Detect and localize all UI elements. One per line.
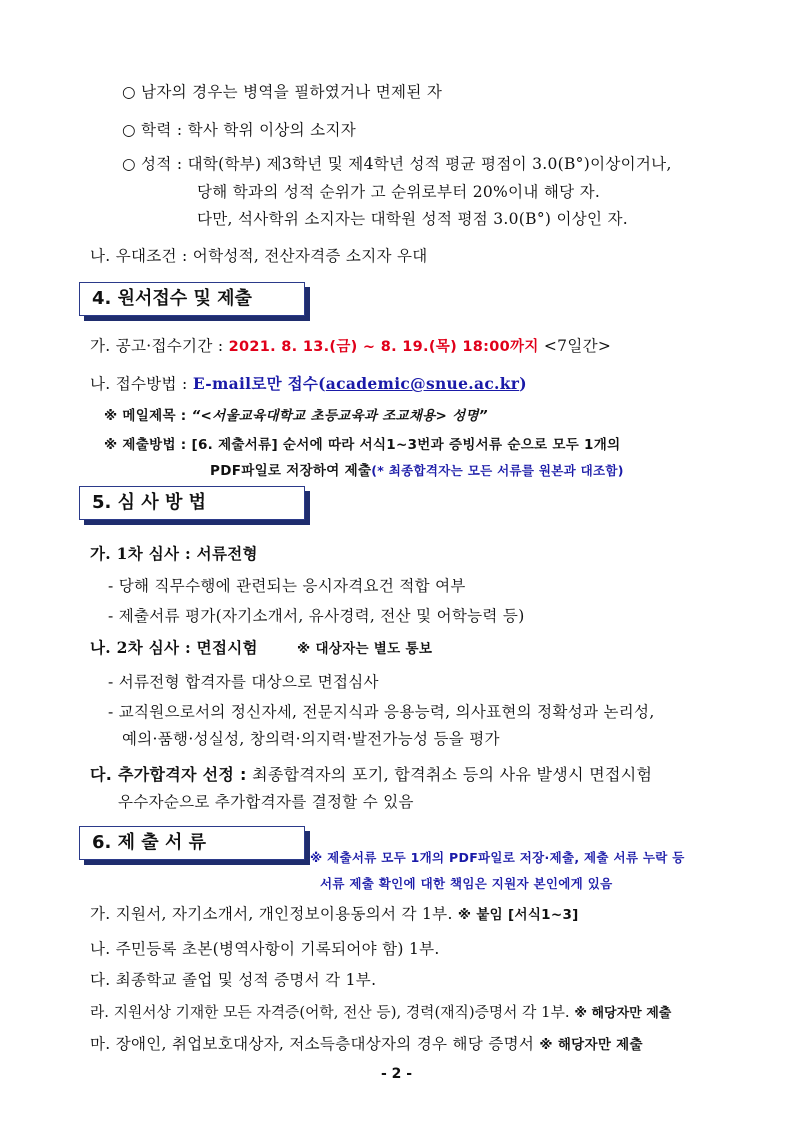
extra-pass-title: 다. 추가합격자 선정 :: [90, 765, 247, 784]
mail-subject-value: “<서울교육대학교 초등교육과 조교채용> 성명”: [191, 408, 488, 424]
document-5-note: ※ 해당자만 제출: [539, 1037, 643, 1053]
mail-subject-label: ※ 메일제목 :: [104, 408, 187, 424]
document-4-note: ※ 해당자만 제출: [574, 1006, 672, 1021]
section-6-title: 6. 제 출 서 류: [79, 826, 305, 860]
extra-pass-text-line2: 우수자순으로 추가합격자를 결정할 수 있음: [118, 793, 414, 811]
document-1-text: 가. 지원서, 자기소개서, 개인정보이용동의서 각 1부.: [90, 905, 453, 923]
document-3: 다. 최종학교 졸업 및 성적 증명서 각 1부.: [90, 971, 377, 989]
stage1-item-1: - 당해 직무수행에 관련되는 응시자격요건 적합 여부: [108, 577, 466, 595]
application-method-value: E-mail로만 접수(: [192, 374, 326, 393]
application-method-close: ): [519, 374, 527, 393]
section-6-note-line1: ※ 제출서류 모두 1개의 PDF파일로 저장·제출, 제출 서류 누락 등: [310, 850, 685, 865]
qualification-military: ○ 남자의 경우는 병역을 필하였거나 면제된 자: [122, 83, 443, 101]
document-2: 나. 주민등록 초본(병역사항이 기록되어야 함) 1부.: [90, 940, 440, 958]
application-method-label: 나. 접수방법 :: [90, 375, 188, 393]
extra-pass-line1: [90, 762, 652, 785]
stage1-item-2: - 제출서류 평가(자기소개서, 유사경력, 전산 및 어학능력 등): [108, 607, 525, 625]
application-period: [90, 334, 611, 356]
stage2-item-1: - 서류전형 합격자를 대상으로 면접심사: [108, 673, 379, 691]
document-1: [90, 902, 579, 924]
section-5-title: 5. 심 사 방 법: [79, 486, 305, 520]
application-period-note: <7일간>: [543, 337, 612, 355]
stage2-item-2-line2: 예의·품행·성실성, 창의력·의지력·발전가능성 등을 평가: [122, 730, 500, 748]
submit-method-line2: [210, 459, 624, 479]
stage1-title: 가. 1차 심사 : 서류전형: [90, 544, 258, 563]
page-number: - 2 -: [380, 1066, 413, 1082]
section-6-note-line2: 서류 제출 확인에 대한 책임은 지원자 본인에게 있음: [320, 876, 613, 891]
submit-method-label: ※ 제출방법 :: [104, 437, 187, 453]
document-5-text: 마. 장애인, 취업보호대상자, 저소득층대상자의 경우 해당 증명서: [90, 1035, 535, 1053]
submit-method-line1: [104, 433, 620, 453]
stage2-header: [90, 636, 432, 658]
application-method: [90, 372, 527, 394]
document-4: [90, 1001, 671, 1022]
application-period-label: 가. 공고·접수기간 :: [90, 337, 224, 355]
application-period-value: 2021. 8. 13.(금) ~ 8. 19.(목) 18:00까지: [228, 339, 539, 355]
stage2-note: ※ 대상자는 별도 통보: [297, 641, 433, 657]
mail-subject: [104, 404, 488, 424]
extra-pass-text-line1: 최종합격자의 포기, 합격취소 등의 사유 발생시 면접시험: [252, 765, 653, 784]
submit-method-value-line1: [6. 제출서류] 순서에 따라 서식1~3번과 증빙서류 순으로 모두 1개의: [191, 437, 621, 453]
document-5: [90, 1032, 643, 1054]
qualification-grade-line2: 당해 학과의 성적 순위가 고 순위로부터 20%이내 해당 자.: [197, 183, 601, 201]
stage2-title: 나. 2차 심사 : 면접시험: [90, 638, 258, 657]
qualification-degree: ○ 학력 : 학사 학위 이상의 소지자: [122, 121, 356, 139]
application-email-link[interactable]: academic@snue.ac.kr: [325, 374, 520, 393]
section-4-title: 4. 원서접수 및 제출: [79, 282, 305, 316]
submit-method-value-line2: PDF파일로 저장하여 제출: [210, 463, 372, 479]
document-1-note: ※ 붙임 [서식1~3]: [457, 907, 579, 923]
preference-conditions: 나. 우대조건 : 어학성적, 전산자격증 소지자 우대: [90, 247, 428, 265]
stage2-item-2-line1: - 교직원으로서의 정신자세, 전문지식과 응용능력, 의사표현의 정확성과 논리성,: [108, 703, 655, 721]
qualification-grade-line3: 다만, 석사학위 소지자는 대학원 성적 평점 3.0(B°) 이상인 자.: [197, 210, 628, 228]
submit-method-note: (* 최종합격자는 모든 서류를 원본과 대조함): [371, 463, 624, 478]
document-4-text: 라. 지원서상 기재한 모든 자격증(어학, 전산 등), 경력(재직)증명서 각 1부.: [90, 1004, 570, 1021]
qualification-grade-line1: ○ 성적 : 대학(학부) 제3학년 및 제4학년 성적 평균 평점이 3.0(B°)이상이거나,: [122, 155, 672, 173]
